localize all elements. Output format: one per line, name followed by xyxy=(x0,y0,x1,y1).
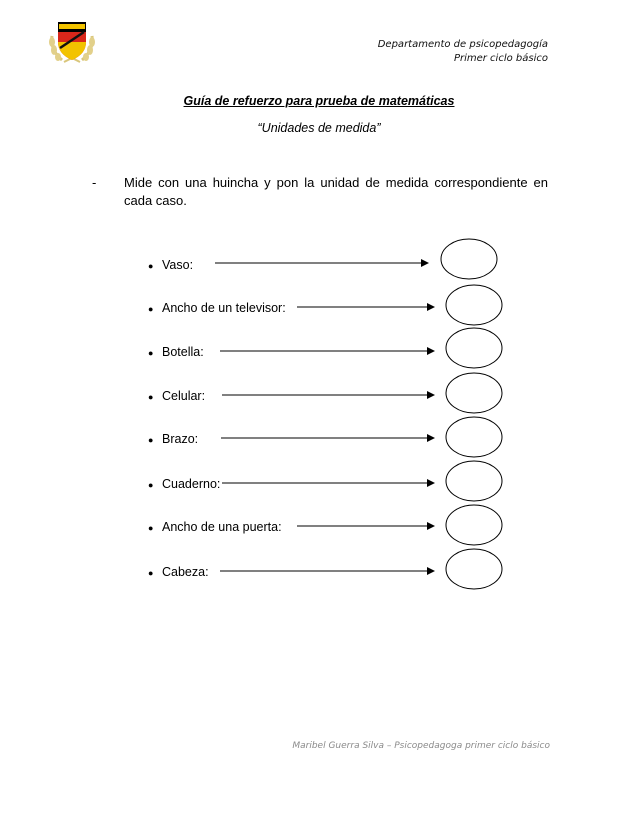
item-label: Botella: xyxy=(162,345,204,359)
bullet-icon: ● xyxy=(148,348,154,358)
worksheet-subtitle: “Unidades de medida” xyxy=(257,121,381,135)
answer-circle[interactable] xyxy=(446,417,502,457)
instruction-text: Mide con una huincha y pon la unidad de medida correspondiente en cada caso. xyxy=(124,175,548,208)
item-label: Cabeza: xyxy=(162,565,209,579)
item-label: Celular: xyxy=(162,389,206,403)
item-label: Ancho de una puerta: xyxy=(162,520,282,534)
item-label: Brazo: xyxy=(162,432,199,446)
bullet-icon: ● xyxy=(148,480,154,490)
footer-author: Maribel Guerra Silva – Psicopedagoga primer ciclo básico xyxy=(292,741,550,751)
answer-circle[interactable] xyxy=(446,373,502,413)
bullet-icon: ● xyxy=(148,435,154,445)
item-label: Cuaderno: xyxy=(162,477,221,491)
answer-circle[interactable] xyxy=(446,549,502,589)
answer-circle[interactable] xyxy=(446,328,502,368)
cycle-name: Primer ciclo básico xyxy=(453,53,548,64)
bullet-icon: ● xyxy=(148,304,154,314)
answer-circle[interactable] xyxy=(446,285,502,325)
item-label: Vaso: xyxy=(162,258,194,272)
item-label: Ancho de un televisor: xyxy=(162,301,286,315)
department-name: Departamento de psicopedagogía xyxy=(377,39,548,50)
answer-circle[interactable] xyxy=(441,239,497,279)
bullet-icon: ● xyxy=(148,523,154,533)
bullet-icon: ● xyxy=(148,261,154,271)
bullet-icon: ● xyxy=(148,392,154,402)
bullet-icon: ● xyxy=(148,568,154,578)
instruction-bullet: - xyxy=(92,175,97,190)
answer-circle[interactable] xyxy=(446,461,502,501)
answer-circle[interactable] xyxy=(446,505,502,545)
worksheet-title: Guía de refuerzo para prueba de matemáticas xyxy=(183,94,455,108)
